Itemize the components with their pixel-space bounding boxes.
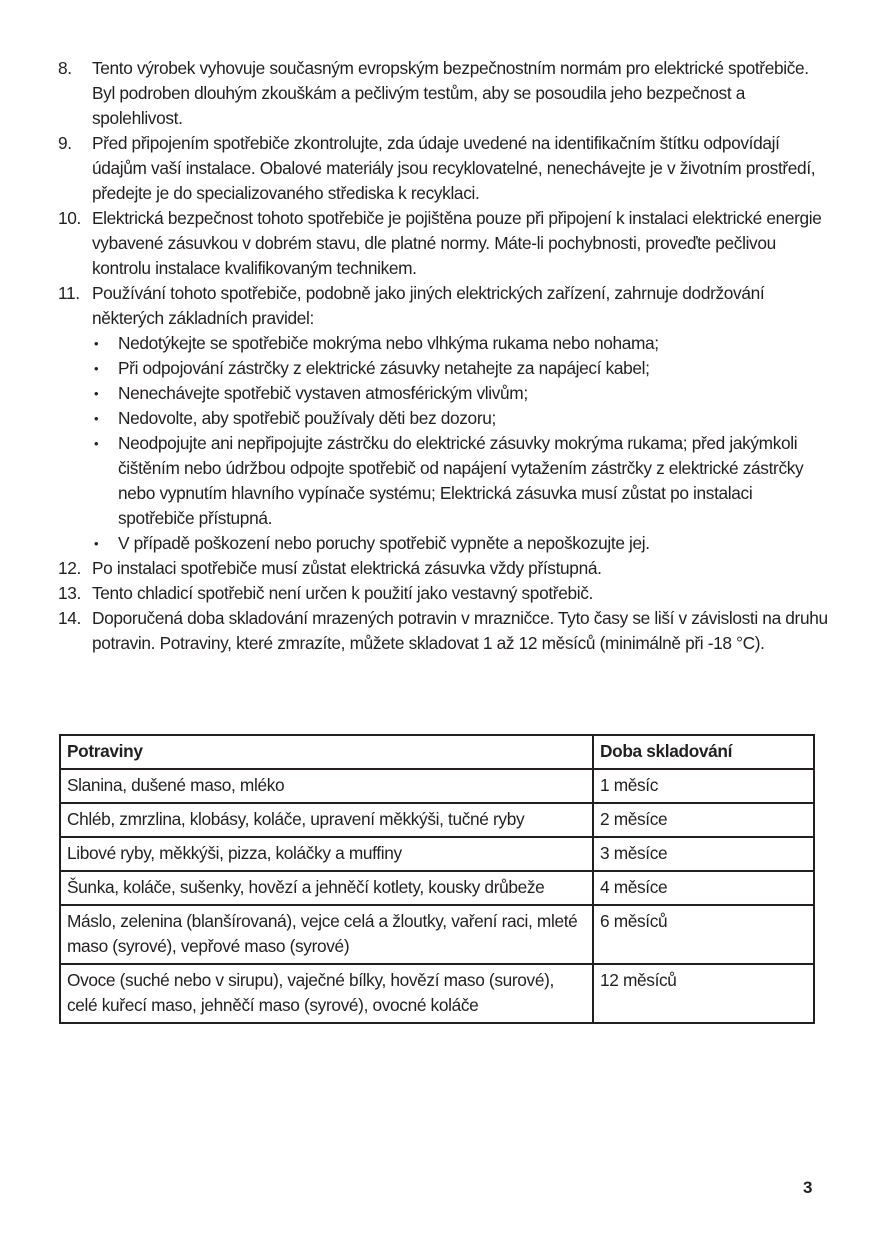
bullet-item: • Nenechávejte spotřebič vystaven atmosférickým vlivům; <box>92 381 828 406</box>
food-cell: Máslo, zelenina (blanšírovaná), vejce celá a žloutky, vaření raci, mleté maso (syrové), vepřové maso (syrové) <box>60 905 593 964</box>
list-item-14 <box>58 606 828 656</box>
column-header-food: Potraviny <box>60 735 593 769</box>
item-number: 11. <box>58 283 80 303</box>
item-number: 12. <box>58 558 81 578</box>
item-number: 10. <box>58 208 81 228</box>
item-text: Před připojením spotřebiče zkontrolujte, zda údaje uvedené na identifikačním štítku odpovídají údajům vaší instalace. Obalové materiály jsou recyklovatelné, nenechávejte je v životním prostředí, předejte je do specializovaného střediska k recyklaci. <box>92 133 816 203</box>
food-cell: Chléb, zmrzlina, klobásy, koláče, upravení měkkýši, tučné ryby <box>60 803 593 837</box>
item-text: Tento chladicí spotřebič není určen k použití jako vestavný spotřebič. <box>92 583 593 603</box>
bullet-item: • Neodpojujte ani nepřipojujte zástrčku do elektrické zásuvky mokrýma rukama; před jakýmkoli čištěním nebo údržbou odpojte spotřebič od napájení vytažením zástrčky z elektrické zástrčky nebo vypnutím hlavního vypínače systému; Elektrická zásuvka musí zůstat po instalaci spotřebiče přístupná. <box>92 431 828 531</box>
item-number: 13. <box>58 583 81 603</box>
food-cell: Slanina, dušené maso, mléko <box>60 769 593 803</box>
column-header-storage-time: Doba skladování <box>593 735 814 769</box>
duration-cell: 1 měsíc <box>593 769 814 803</box>
duration-cell: 12 měsíců <box>593 964 814 1023</box>
bullet-item: • V případě poškození nebo poruchy spotřebič vypněte a nepoškozujte jej. <box>92 531 828 556</box>
duration-cell: 3 měsíce <box>593 837 814 871</box>
table-row <box>60 837 814 871</box>
item-number: 14. <box>58 608 81 628</box>
bullet-item: • Nedotýkejte se spotřebiče mokrýma nebo vlhkýma rukama nebo nohama; <box>92 331 828 356</box>
table-row <box>60 905 814 964</box>
bullet-item: • Při odpojování zástrčky z elektrické zásuvky netahejte za napájecí kabel; <box>92 356 828 381</box>
item-number: 9. <box>58 133 72 153</box>
table-row <box>60 769 814 803</box>
item-text: Elektrická bezpečnost tohoto spotřebiče je pojištěna pouze při připojení k instalaci elektrické energie vybavené zásuvkou v dobrém stavu, dle platné normy. Máte-li pochybnosti, proveďte pečlivou kontrolu instalace kvalifikovaným technikem. <box>92 208 822 278</box>
table-row <box>60 964 814 1023</box>
list-item-11 <box>58 281 828 556</box>
list-item-10 <box>58 206 828 281</box>
duration-cell: 2 měsíce <box>593 803 814 837</box>
table-header-row <box>60 735 814 769</box>
list-item-9 <box>58 131 828 206</box>
list-item-8 <box>58 56 828 131</box>
food-cell: Libové ryby, měkkýši, pizza, koláčky a muffiny <box>60 837 593 871</box>
item-number: 8. <box>58 58 72 78</box>
table-row <box>60 803 814 837</box>
page-number: 3 <box>803 1178 813 1197</box>
item-text: Doporučená doba skladování mrazených potravin v mrazničce. Tyto časy se liší v závislosti na druhu potravin. Potraviny, které zmrazíte, můžete skladovat 1 až 12 měsíců (minimálně při -18 °C). <box>92 608 828 653</box>
food-cell: Ovoce (suché nebo v sirupu), vaječné bílky, hovězí maso (surové), celé kuřecí maso, jehněčí maso (syrové), ovocné koláče <box>60 964 593 1023</box>
bullet-list <box>92 331 828 556</box>
storage-time-table <box>59 734 815 1024</box>
instructions-list <box>58 56 828 656</box>
list-item-12 <box>58 556 828 581</box>
list-item-13 <box>58 581 828 606</box>
item-text: Používání tohoto spotřebiče, podobně jako jiných elektrických zařízení, zahrnuje dodržování některých základních pravidel: <box>92 283 765 328</box>
item-text: Tento výrobek vyhovuje současným evropským bezpečnostním normám pro elektrické spotřebiče. Byl podroben dlouhým zkouškám a pečlivým testům, aby se posoudila jeho bezpečnost a spolehlivost. <box>92 58 809 128</box>
food-cell: Šunka, koláče, sušenky, hovězí a jehněčí kotlety, kousky drůbeže <box>60 871 593 905</box>
bullet-item: • Nedovolte, aby spotřebič používaly děti bez dozoru; <box>92 406 828 431</box>
duration-cell: 4 měsíce <box>593 871 814 905</box>
table-row <box>60 871 814 905</box>
item-text: Po instalaci spotřebiče musí zůstat elektrická zásuvka vždy přístupná. <box>92 558 602 578</box>
duration-cell: 6 měsíců <box>593 905 814 964</box>
